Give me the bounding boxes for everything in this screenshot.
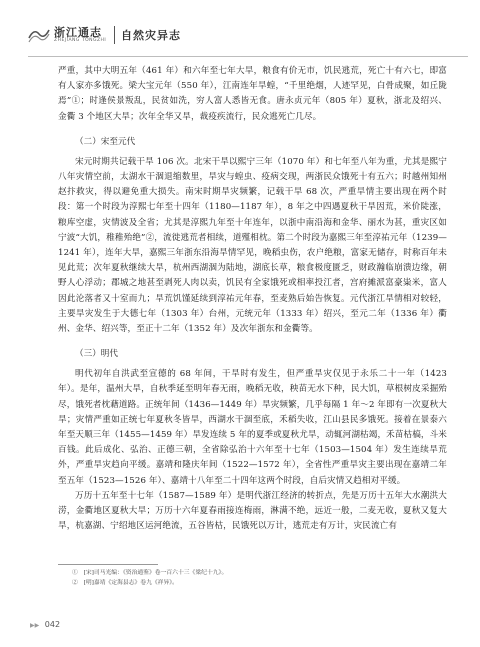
paragraph-ming-1: 明代初年自洪武至宣德的 68 年间，干旱时有发生，但严重旱灾仅见于永乐二十一年（1423 年）。是年，温州大旱，自秋季延至明年春无雨，晚稻无收，秧苗无水下种，民大饥，草根树皮采掘殆尽，饿死者枕藉道路。正统年间（1436—1449 年）旱灾频繁，几乎每隔 1 年～2 年即有一次夏秋大旱；灾情严重如正统七年夏秋冬皆旱，西湖水干涸至底，禾稻失收，江山县民多饿死。接着在景泰六年至天顺三年（1455—1459 年）旱发连续 5 年的夏季或夏秋尤旱，动辄河湖枯竭，禾苗枯槁，斗米百钱。此后成化、弘治、正德三朝，全省除弘治十六年至十七年（1503—1504 年）发生连续旱荒外，严重旱灾趋向平缓。嘉靖和隆庆年间（1522—1572 年），全省性严重旱灾主要出现在嘉靖二年至五年（1523—1526 年）、嘉靖十八年至二十四年这两个时段，自后灾情又趋相对平缓。 [58, 369, 447, 486]
logo-wave-icon [28, 24, 50, 44]
logo-chinese-text: 浙江通志 [54, 26, 102, 39]
page-number-value: 042 [44, 620, 61, 629]
footnote-1: ① [宋]司马光编：《资治通鉴》卷一百六十三《梁纪十九》。 [72, 570, 228, 576]
paragraph-ming-2: 万历十五年至十七年（1587—1589 年）是明代浙江经济的转折点，先是万历十五年大水潮洪大涝，金衢地区夏秋大旱；万历十六年夏春雨接连梅雨，淋满不绝，远近一般，二麦无收，夏秋又复大旱，杭嘉湖、宁绍地区运河绝流，五谷皆枯，民饿死以万计，逃荒走有万计，灾民流亡有 [58, 490, 447, 532]
section-heading-ming: （三）明代 [75, 349, 118, 360]
footnote-rule [58, 564, 158, 565]
page-header [0, 0, 480, 62]
footnote-2: ② [明]嘉靖《定海县志》卷九《祥异》。 [72, 580, 178, 586]
paragraph-song-yuan: 宋元时期共记载干旱 106 次。北宋干旱以熙宁三年（1070 年）和七年至八年为重，尤其是熙宁八年灾情空前，太湖水干涸退缩数里，旱灾与蝗虫、疫病交现，两浙民众饿死十有五六；时越州知州赵抃救灾，得以避免重大损失。南宋时期旱灾频繁，记载干旱 68 次，严重旱情主要出现在两个时段：第一个时段为淳熙七年至十四年（1180—1187 年），8 年之中四遇夏秋干旱因荒，米价陡涨，粮库空虚，灾情波及全省；尤其是淳熙九年至十年连年，以浙中南沿海和金华、丽水为甚，重灾区如宁波“大饥，稚稚殆绝”②，流徙逃荒者相续，道殣相枕。第二个时段为嘉熙三年至淳祐元年（1239—1241 年），连年大旱，嘉熙三年浙东沿海旱情罕见，晚稻虫伤，农户绝粮，富家无储存，时称百年未见此荒；次年夏秋继续大旱，杭州西湖涸为陆地，湖底长草，粮食极度匮乏，财政瀚临崩溃边缘，朝野人心浮动；郡城之地甚至剥死人肉以卖，饥民有全家饿死或相率投江者，宫府摊派富豪粜米，富人因此沦落者又十室而九；旱荒饥馑延续到淳祐元年春，至麦熟后始告恢复。元代浙江旱情相对较轻，主要旱灾发生于大德七年（1303 年）台州，元统元年（1333 年）绍兴，至元二年（1336 年）衢州、金华、绍兴等，至正十二年（1352 年）及次年浙东和金衢等。 [58, 156, 447, 335]
body-text [58, 64, 447, 534]
page-number [30, 620, 60, 629]
page-marker-icon: ▶▶ [30, 622, 40, 629]
logo-english-text: ZHEJIANG TONGZHI [54, 38, 107, 43]
section-heading-song-yuan: （二）宋至元代 [75, 136, 136, 147]
header-rule [28, 56, 468, 57]
publication-logo [28, 22, 114, 54]
paragraph-continued: 严重，其中大明五年（461 年）和六年至七年大旱，粮食有价无市，饥民逃荒，死亡十有六七，即富有人家亦多饿死。梁大宝元年（550 年），江南连年旱蝗，“千里绝烟，人迹罕见，白骨成聚，如丘陇焉”①；时逢侯景叛乱，民贫如洗，穷人富人悉皆无食。唐永贞元年（805 年）夏秋，浙北及绍兴、金衢 3 个地区大旱；次年全华又旱，裁疫疾流行，民众逃死亡几尽。 [58, 66, 447, 122]
header-divider [114, 26, 115, 44]
chapter-title: 自然灾异志 [121, 29, 181, 42]
footnotes [72, 568, 442, 588]
